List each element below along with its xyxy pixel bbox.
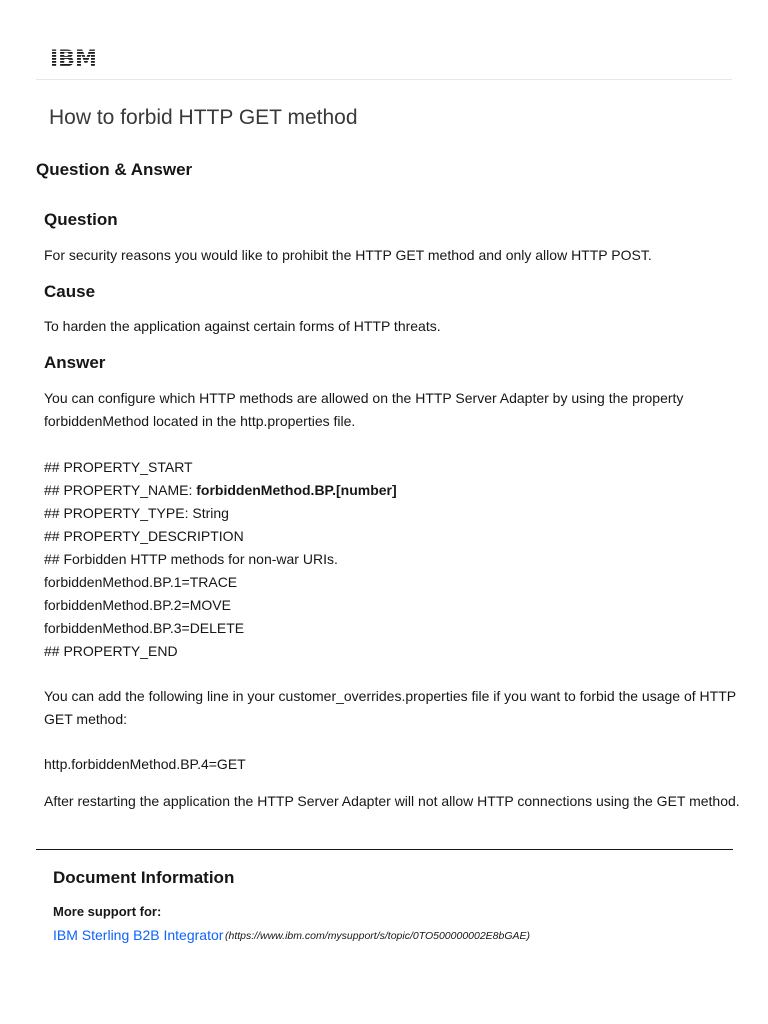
code-line: ## Forbidden HTTP methods for non-war URIs. — [44, 551, 338, 567]
page-title: How to forbid HTTP GET method — [49, 106, 358, 129]
product-link[interactable]: IBM Sterling B2B Integrator — [53, 927, 224, 943]
header-divider — [36, 79, 732, 80]
answer-heading: Answer — [44, 353, 106, 372]
product-url: (https://www.ibm.com/mysupport/s/topic/0TO500000002E8bGAE) — [225, 930, 531, 942]
code-line: forbiddenMethod.BP.1=TRACE — [44, 574, 238, 590]
section-heading: Question & Answer — [36, 160, 193, 179]
closing-text: After restarting the application the HTTP Server Adapter will not allow HTTP connections using the GET method. — [44, 793, 740, 809]
code-line: ## PROPERTY_TYPE: String — [44, 505, 229, 521]
property-definition-block — [44, 456, 397, 663]
override-instruction-line-1: You can add the following line in your customer_overrides.properties file if you want to forbid the usage of HTTP — [44, 688, 737, 704]
document-info-divider — [36, 849, 733, 850]
code-line-prefix: ## PROPERTY_NAME: — [44, 482, 197, 498]
answer-intro-line-2: forbiddenMethod located in the http.properties file. — [44, 413, 356, 429]
document-information-heading: Document Information — [53, 868, 235, 887]
override-instruction-line-2: GET method: — [44, 711, 128, 727]
answer-intro-line-1: You can configure which HTTP methods are allowed on the HTTP Server Adapter by using the property — [44, 390, 684, 406]
cause-text: To harden the application against certain forms of HTTP threats. — [44, 318, 441, 334]
question-heading: Question — [44, 210, 118, 229]
property-name-value: forbiddenMethod.BP.[number] — [196, 482, 397, 498]
more-support-label: More support for: — [53, 904, 162, 919]
code-line: ## PROPERTY_DESCRIPTION — [44, 528, 244, 544]
ibm-logo-text: IBM — [50, 47, 97, 70]
ibm-logo — [50, 46, 102, 70]
cause-heading: Cause — [44, 282, 96, 301]
code-line — [44, 479, 397, 502]
example-property-line: http.forbiddenMethod.BP.4=GET — [44, 756, 246, 772]
code-line: forbiddenMethod.BP.2=MOVE — [44, 597, 231, 613]
code-line: ## PROPERTY_END — [44, 643, 178, 659]
code-line: forbiddenMethod.BP.3=DELETE — [44, 620, 245, 636]
question-text: For security reasons you would like to prohibit the HTTP GET method and only allow HTTP POST. — [44, 247, 652, 263]
code-line: ## PROPERTY_START — [44, 459, 193, 475]
